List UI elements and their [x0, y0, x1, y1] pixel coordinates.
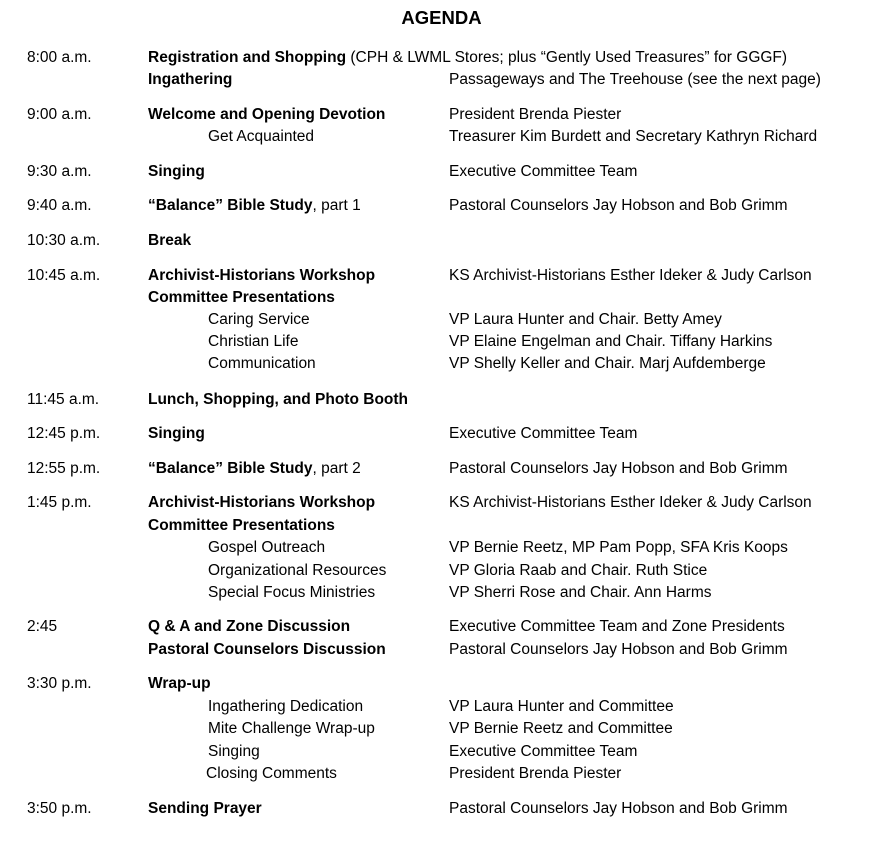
agenda-row [0, 265, 883, 287]
agenda-time: 10:45 a.m. [27, 267, 101, 284]
agenda-row [0, 309, 883, 331]
agenda-row [0, 515, 883, 537]
agenda-item-detail: Singing [208, 743, 260, 760]
agenda-item-title: Singing [148, 425, 205, 442]
agenda-item-title: Singing [148, 163, 205, 180]
agenda-time: 10:30 a.m. [27, 232, 101, 249]
agenda-item-detail: Closing Comments [206, 765, 337, 782]
agenda-leader: Passageways and The Treehouse (see the next page) [449, 71, 821, 88]
agenda-row [0, 537, 883, 559]
agenda-item [206, 763, 337, 785]
agenda-leader: Executive Committee Team and Zone Presidents [449, 618, 785, 635]
agenda-row [0, 47, 883, 69]
agenda-item-title: “Balance” Bible Study [148, 460, 313, 477]
agenda-leader: VP Laura Hunter and Committee [449, 698, 674, 715]
agenda-item-detail: Get Acquainted [208, 128, 314, 145]
agenda-leader: Executive Committee Team [449, 425, 638, 442]
agenda-item [208, 696, 363, 718]
agenda-item [208, 560, 386, 582]
agenda-item-detail: (CPH & LWML Stores; plus “Gently Used Treasures” for GGGF) [346, 49, 788, 66]
agenda-item-title: Sending Prayer [148, 800, 262, 817]
agenda-row [0, 287, 883, 309]
agenda-item [148, 230, 191, 252]
agenda-item [208, 537, 325, 559]
agenda-leader: KS Archivist-Historians Esther Ideker & Judy Carlson [449, 267, 812, 284]
agenda-item-detail: Caring Service [208, 311, 310, 328]
agenda-time: 3:30 p.m. [27, 675, 92, 692]
agenda-row [0, 696, 883, 718]
agenda-item-detail: Ingathering Dedication [208, 698, 364, 715]
agenda-item-title: Archivist-Historians Workshop [148, 494, 376, 511]
agenda-item [148, 423, 205, 445]
agenda-item-title: Lunch, Shopping, and Photo Booth [148, 391, 409, 408]
agenda-item-title: Q & A and Zone Discussion [148, 618, 351, 635]
agenda-row [0, 230, 883, 252]
agenda-item [208, 741, 260, 763]
agenda-row [0, 798, 883, 820]
agenda-item-title: “Balance” Bible Study [148, 197, 313, 214]
agenda-item-title: Ingathering [148, 71, 233, 88]
agenda-time: 9:40 a.m. [27, 197, 92, 214]
agenda-time: 12:55 p.m. [27, 460, 101, 477]
agenda-item [148, 515, 335, 537]
agenda-leader: VP Sherri Rose and Chair. Ann Harms [449, 584, 712, 601]
agenda-item-title: Break [148, 232, 192, 249]
agenda-row [0, 582, 883, 604]
agenda-leader: Treasurer Kim Burdett and Secretary Kathryn Richard [449, 128, 818, 145]
agenda-leader: Pastoral Counselors Jay Hobson and Bob Grimm [449, 460, 788, 477]
agenda-time: 9:00 a.m. [27, 106, 92, 123]
agenda-item-title: Wrap-up [148, 675, 211, 692]
agenda-item-title: Committee Presentations [148, 517, 335, 534]
agenda-row [0, 161, 883, 183]
agenda-item [148, 195, 361, 217]
agenda-leader: VP Elaine Engelman and Chair. Tiffany Harkins [449, 333, 773, 350]
agenda-item-detail: Organizational Resources [208, 562, 387, 579]
agenda-time: 9:30 a.m. [27, 163, 92, 180]
agenda-item-detail: Christian Life [208, 333, 299, 350]
agenda-item-detail: Gospel Outreach [208, 539, 326, 556]
agenda-leader: VP Shelly Keller and Chair. Marj Aufdemberge [449, 355, 766, 372]
agenda-item [208, 126, 314, 148]
agenda-item [148, 673, 211, 695]
agenda-item [208, 309, 310, 331]
agenda-row [0, 353, 883, 375]
agenda-item [148, 265, 375, 287]
agenda-item [148, 458, 361, 480]
agenda-item-title: Registration and Shopping [148, 49, 347, 66]
agenda-item [148, 639, 386, 661]
agenda-leader: Pastoral Counselors Jay Hobson and Bob Grimm [449, 800, 788, 817]
agenda-item-title: Archivist-Historians Workshop [148, 267, 376, 284]
agenda-leader: VP Laura Hunter and Chair. Betty Amey [449, 311, 722, 328]
agenda-leader: Pastoral Counselors Jay Hobson and Bob Grimm [449, 197, 788, 214]
agenda-item [148, 161, 205, 183]
agenda-leader: Executive Committee Team [449, 163, 638, 180]
agenda-item-detail: Special Focus Ministries [208, 584, 376, 601]
agenda-row [0, 389, 883, 411]
agenda-leader: President Brenda Piester [449, 106, 622, 123]
agenda-row [0, 104, 883, 126]
agenda-row [0, 673, 883, 695]
agenda-item [148, 492, 375, 514]
agenda-row [0, 69, 883, 91]
agenda-time: 8:00 a.m. [27, 49, 92, 66]
agenda-item [148, 798, 262, 820]
agenda-row [0, 560, 883, 582]
agenda-leader: Executive Committee Team [449, 743, 638, 760]
agenda-row [0, 763, 883, 785]
agenda-item-title: Welcome and Opening Devotion [148, 106, 386, 123]
agenda-time: 1:45 p.m. [27, 494, 92, 511]
agenda-item-title: Committee Presentations [148, 289, 335, 306]
agenda-leader: VP Gloria Raab and Chair. Ruth Stice [449, 562, 708, 579]
agenda-item-detail: , part 2 [312, 460, 361, 477]
agenda-item [208, 582, 375, 604]
agenda-row [0, 639, 883, 661]
agenda-leader: VP Bernie Reetz, MP Pam Popp, SFA Kris Koops [449, 539, 788, 556]
agenda-item-title: Pastoral Counselors Discussion [148, 641, 386, 658]
agenda-item [208, 353, 316, 375]
agenda-time: 2:45 [27, 618, 58, 635]
agenda-item [148, 47, 787, 69]
agenda-time: 11:45 a.m. [27, 391, 100, 408]
agenda-leader: Pastoral Counselors Jay Hobson and Bob Grimm [449, 641, 788, 658]
agenda-row [0, 195, 883, 217]
agenda-leader: President Brenda Piester [449, 765, 622, 782]
agenda-item [148, 616, 350, 638]
agenda-time: 3:50 p.m. [27, 800, 92, 817]
agenda-row [0, 492, 883, 514]
agenda-row [0, 423, 883, 445]
agenda-row [0, 616, 883, 638]
agenda-item-detail: Mite Challenge Wrap-up [208, 720, 375, 737]
agenda-item [148, 389, 408, 411]
agenda-item [208, 331, 298, 353]
agenda-row [0, 126, 883, 148]
agenda-title: AGENDA [401, 7, 482, 28]
agenda-row [0, 458, 883, 480]
agenda-row [0, 741, 883, 763]
agenda-time: 12:45 p.m. [27, 425, 101, 442]
agenda-row [0, 331, 883, 353]
agenda-item [148, 287, 335, 309]
agenda-item [208, 718, 375, 740]
agenda-item-detail: Communication [208, 355, 316, 372]
agenda-leader: VP Bernie Reetz and Committee [449, 720, 673, 737]
agenda-item [148, 69, 232, 91]
agenda-item-detail: , part 1 [312, 197, 361, 214]
agenda-item [148, 104, 385, 126]
agenda-leader: KS Archivist-Historians Esther Ideker & Judy Carlson [449, 494, 812, 511]
agenda-row [0, 718, 883, 740]
